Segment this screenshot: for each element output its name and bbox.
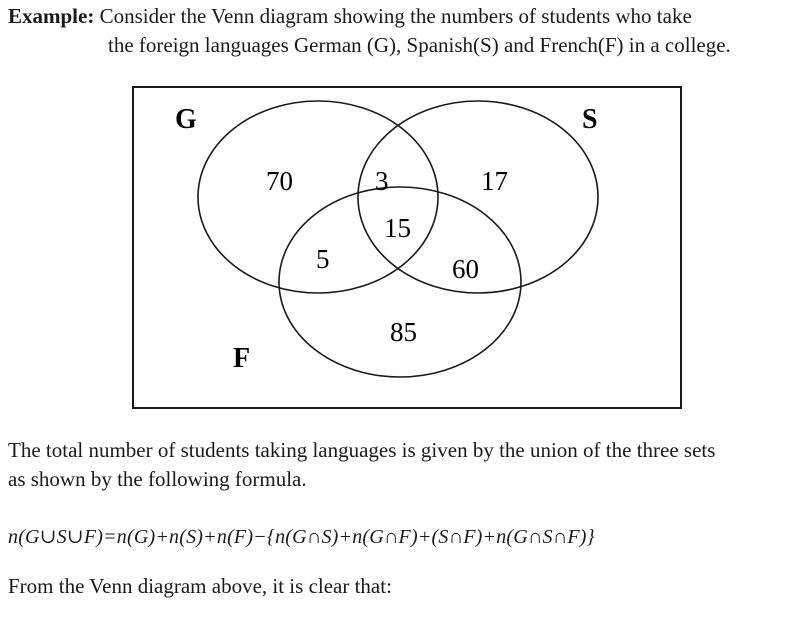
label-s: S xyxy=(582,104,598,135)
region-g-s-only: 3 xyxy=(375,166,389,196)
label-f: F xyxy=(233,343,251,374)
paragraph-line-1: The total number of students taking languages is given by the union of the three sets xyxy=(8,438,716,462)
region-s-f-only: 60 xyxy=(452,254,479,284)
region-g-s-f: 15 xyxy=(384,213,411,243)
example-lead: Example: xyxy=(8,4,95,28)
union-paragraph xyxy=(8,436,808,494)
region-s-only: 17 xyxy=(481,166,508,196)
paragraph-line-2: as shown by the following formula. xyxy=(8,467,307,491)
region-g-f-only: 5 xyxy=(316,244,330,274)
region-f-only: 85 xyxy=(390,317,417,347)
closing-text: From the Venn diagram above, it is clear that: xyxy=(8,574,392,598)
example-line-2: the foreign languages German (G), Spanish(S) and French(F) in a college. xyxy=(108,33,731,57)
inclusion-exclusion-formula: n(G∪S∪F)=n(G)+n(S)+n(F)−{n(G∩S)+n(G∩F)+(S∩F)+n(G∩S∩F)} xyxy=(8,526,595,548)
region-g-only: 70 xyxy=(266,166,293,196)
example-line-1: Consider the Venn diagram showing the numbers of students who take xyxy=(99,4,692,28)
label-g: G xyxy=(175,104,197,135)
